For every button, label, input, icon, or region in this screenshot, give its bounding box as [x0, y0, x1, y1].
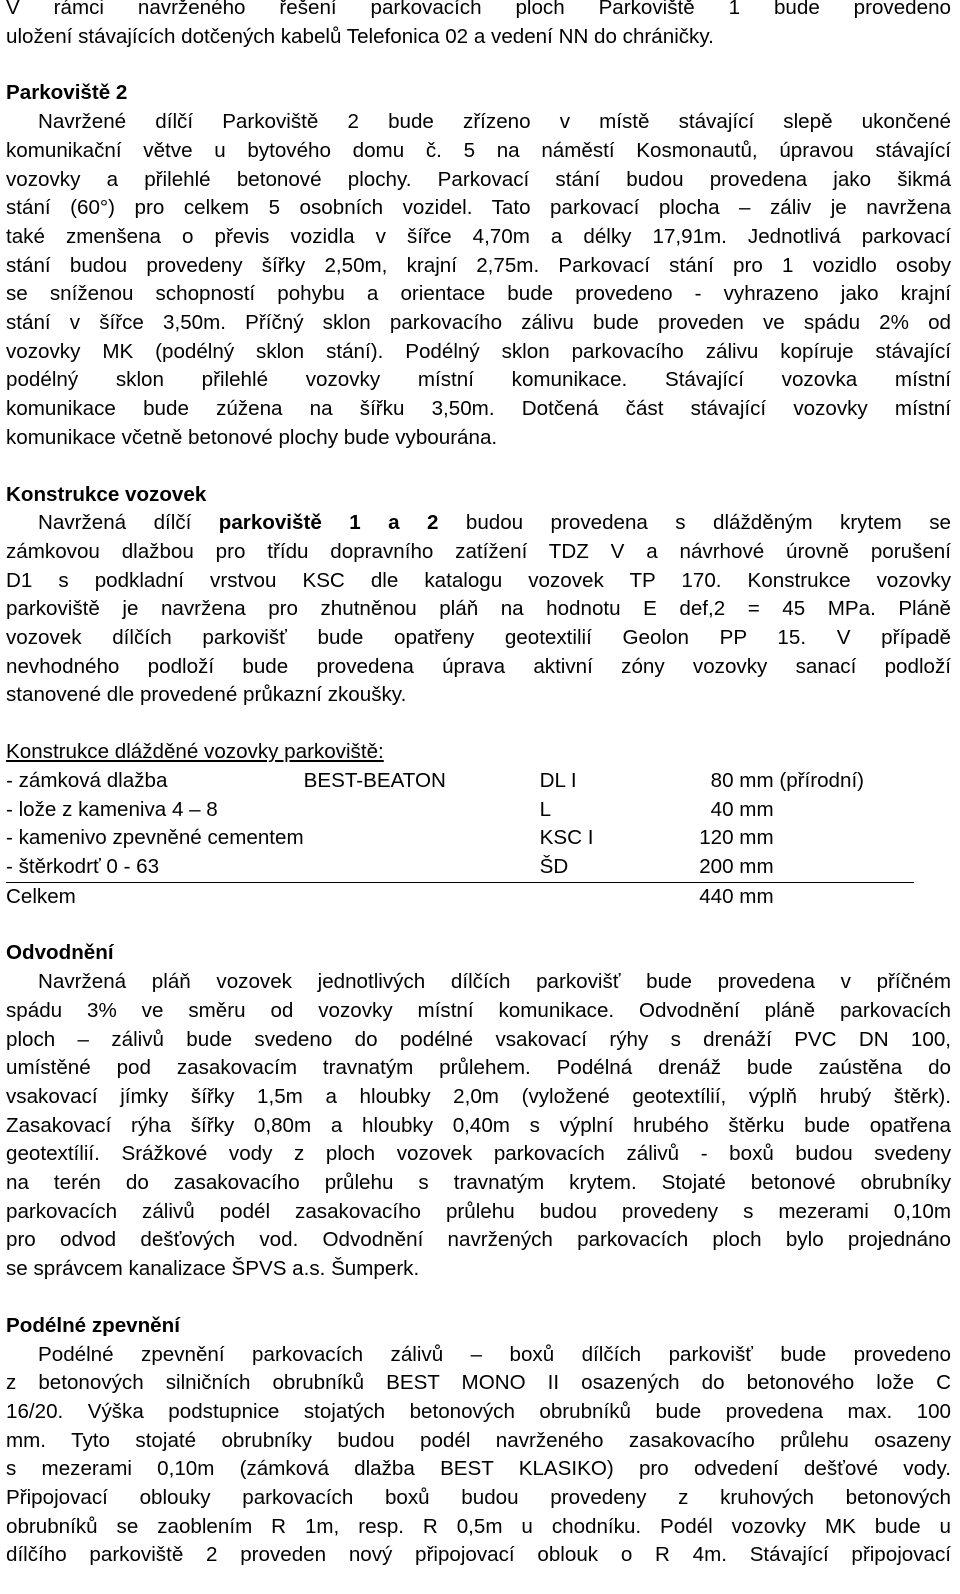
layer-material: BEST-BEATON — [303, 768, 446, 792]
layer-note: (přírodní) — [773, 768, 865, 792]
text-line: ploch – zálivů bude svedeno do podélné vsakovací rýhy s drenáží PVC DN 100, — [6, 1027, 951, 1051]
text-line: vsakovací jímky šířky 1,5m a hloubky 2,0m (vyložené geotextílií, výplň hrubý štěrk). — [6, 1084, 951, 1108]
text-line: Zasakovací rýha šířky 0,80m a hloubky 0,40m s výplní hrubého štěrku bude opatřena — [6, 1113, 951, 1137]
text-line: z betonových silničních obrubníků BEST MONO II osazených do betonového lože C — [6, 1371, 951, 1395]
text-line: se správcem kanalizace ŠPVS a.s. Šumperk. — [6, 1257, 420, 1281]
section-heading: Odvodnění — [6, 941, 114, 965]
total-label: Celkem — [6, 884, 76, 908]
layer-code: KSC I — [539, 826, 594, 850]
text-line: Navržené dílčí Parkoviště 2 bude zřízeno v místě stávající slepě ukončené — [38, 110, 951, 134]
text-line: se sníženou schopností pohybu a orientace bude provedeno - vyhrazeno jako krajní — [6, 282, 951, 306]
layer-name: - lože z kameniva 4 – 8 — [6, 797, 218, 821]
text-line: V rámci navrženého řešení parkovacích ploch Parkoviště 1 bude provedeno — [6, 0, 951, 19]
text-line: mm. Tyto stojaté obrubníky budou podél navrženého zasakovacího průlehu osazeny — [6, 1428, 951, 1452]
text-line — [6, 509, 951, 538]
text-line: obrubníků se zaoblením R 1m, resp. R 0,5m u chodníku. Podél vozovky MK bude u — [6, 1514, 951, 1538]
text-line: stání (60°) pro celkem 5 osobních vozidel. Tato parkovací plocha – záliv je navržena — [6, 196, 951, 220]
layer-name: - kamenivo zpevněné cementem — [6, 826, 304, 850]
text-line: dílčího parkoviště 2 proveden nový připojovací oblouk o R 4m. Stávající připojovací — [6, 1543, 951, 1567]
section-podelne-zpevneni — [6, 1312, 951, 1570]
text-line: zámkovou dlažbou pro třídu dopravního zatížení TDZ V a návrhové úrovně porušení — [6, 539, 951, 563]
table-row — [6, 796, 914, 825]
section-heading: Parkoviště 2 — [6, 81, 128, 105]
total-value: 440 mm — [699, 884, 774, 908]
text-line: stání v šířce 3,50m. Příčný sklon parkovacího zálivu bude proveden ve spádu 2% od — [6, 311, 951, 335]
intro-paragraph — [6, 0, 951, 51]
layer-code: DL I — [539, 768, 577, 792]
layer-material — [304, 853, 540, 882]
text-line: pro odvod dešťových vod. Odvodnění navržených parkovacích ploch bylo projednáno — [6, 1228, 951, 1252]
text-line: geotextílií. Srážkové vody z ploch vozovek parkovacích zálivů - boxů budou svedeny — [6, 1142, 951, 1166]
layer-table — [6, 767, 914, 912]
table-row — [6, 767, 914, 796]
text-line: také zmenšena o převis vozidla v šířce 4,70m a délky 17,91m. Jednotlivá parkovací — [6, 224, 951, 248]
section-skladba — [6, 738, 951, 911]
text-line: D1 s podkladní vrstvou KSC dle katalogu vozovek TP 170. Konstrukce vozovky — [6, 568, 951, 592]
layer-thickness: 80 mm — [710, 768, 774, 792]
table-row — [6, 824, 914, 853]
text-line: stání budou provedeny šířky 2,50m, krajní 2,75m. Parkovací stání pro 1 vozidlo osoby — [6, 253, 951, 277]
text-line: Připojovací oblouky parkovacích boxů budou provedeny z kruhových betonových — [6, 1486, 951, 1510]
text-line: podélný sklon přilehlé vozovky místní komunikace. Stávající vozovka místní — [6, 368, 951, 392]
table-heading: Konstrukce dlážděné vozovky parkoviště: — [6, 740, 384, 764]
text-line: Navržená pláň vozovek jednotlivých dílčích parkovišť bude provedena v příčném — [38, 970, 951, 994]
text-line: spádu 3% ve směru od vozovky místní komunikace. Odvodnění pláně parkovacích — [6, 998, 951, 1022]
layer-name: - zámková dlažba — [6, 768, 168, 792]
layer-material — [304, 796, 540, 825]
layer-thickness-cell — [684, 853, 914, 882]
layer-code: ŠD — [540, 853, 684, 882]
text-line: umístěné pod zasakovacím travnatým průlehem. Podélná drenáž bude zaústěna do — [6, 1056, 951, 1080]
layer-thickness: 200 mm — [699, 854, 774, 878]
bold-span: parkoviště 1 a 2 — [218, 511, 439, 535]
text-span: budou provedena s dlážděným krytem se — [438, 511, 952, 535]
text-line: vozovek dílčích parkovišť bude opatřeny geotextilií Geolon PP 15. V případě — [6, 626, 951, 650]
text-line: parkoviště je navržena pro zhutněnou pláň na hodnotu E def,2 = 45 MPa. Pláně — [6, 597, 951, 621]
section-heading: Podélné zpevnění — [6, 1313, 180, 1337]
section-odvodneni — [6, 939, 951, 1283]
layer-thickness-cell — [684, 796, 914, 825]
text-line: komunikační větve u bytového domu č. 5 na náměstí Kosmonautů, úpravou stávající — [6, 138, 951, 162]
text-line: uložení stávajících dotčených kabelů Telefonica 02 a vedení NN do chráničky. — [6, 24, 714, 48]
section-konstrukce-vozovek — [6, 481, 951, 711]
text-line: Podélné zpevnění parkovacích zálivů – boxů dílčích parkovišť bude provedeno — [38, 1342, 951, 1366]
text-line: s mezerami 0,10m (zámková dlažba BEST KLASIKO) pro odvedení dešťové vody. — [6, 1457, 951, 1481]
layer-code: L — [539, 797, 552, 821]
total-value-cell — [684, 882, 914, 911]
layer-thickness-cell — [684, 767, 914, 796]
text-line: nevhodného podloží bude provedena úprava aktivní zóny vozovky sanací podloží — [6, 654, 951, 678]
section-parkoviste-2 — [6, 79, 951, 452]
layer-material — [304, 824, 540, 853]
text-span: Navržená dílčí — [38, 511, 219, 535]
section-heading: Konstrukce vozovek — [6, 482, 207, 506]
text-line: 16/20. Výška podstupnice stojatých betonových obrubníků bude provedena max. 100 — [6, 1399, 951, 1423]
text-line: komunikace včetně betonové plochy bude vybourána. — [6, 425, 498, 449]
text-line: vozovky a přilehlé betonové plochy. Parkovací stání budou provedena jako šikmá — [6, 167, 951, 191]
text-line: na terén do zasakovacího průlehu s travnatým krytem. Stojaté betonové obrubníky — [6, 1171, 951, 1195]
table-row — [6, 853, 914, 882]
layer-name: - štěrkodrť 0 - 63 — [6, 853, 304, 882]
text-line: komunikace bude zúžena na šířku 3,50m. Dotčená část stávající vozovky místní — [6, 397, 951, 421]
table-total-row — [6, 882, 914, 911]
text-line: vozovky MK (podélný sklon stání). Podélný sklon parkovacího zálivu kopíruje stávající — [6, 339, 951, 363]
layer-thickness-cell — [684, 824, 914, 853]
text-line: stanovené dle provedené průkazní zkoušky. — [6, 683, 407, 707]
layer-thickness: 40 mm — [710, 797, 774, 821]
text-line: parkovacích zálivů podél zasakovacího průlehu budou provedeny s mezerami 0,10m — [6, 1199, 951, 1223]
layer-thickness: 120 mm — [699, 826, 774, 850]
